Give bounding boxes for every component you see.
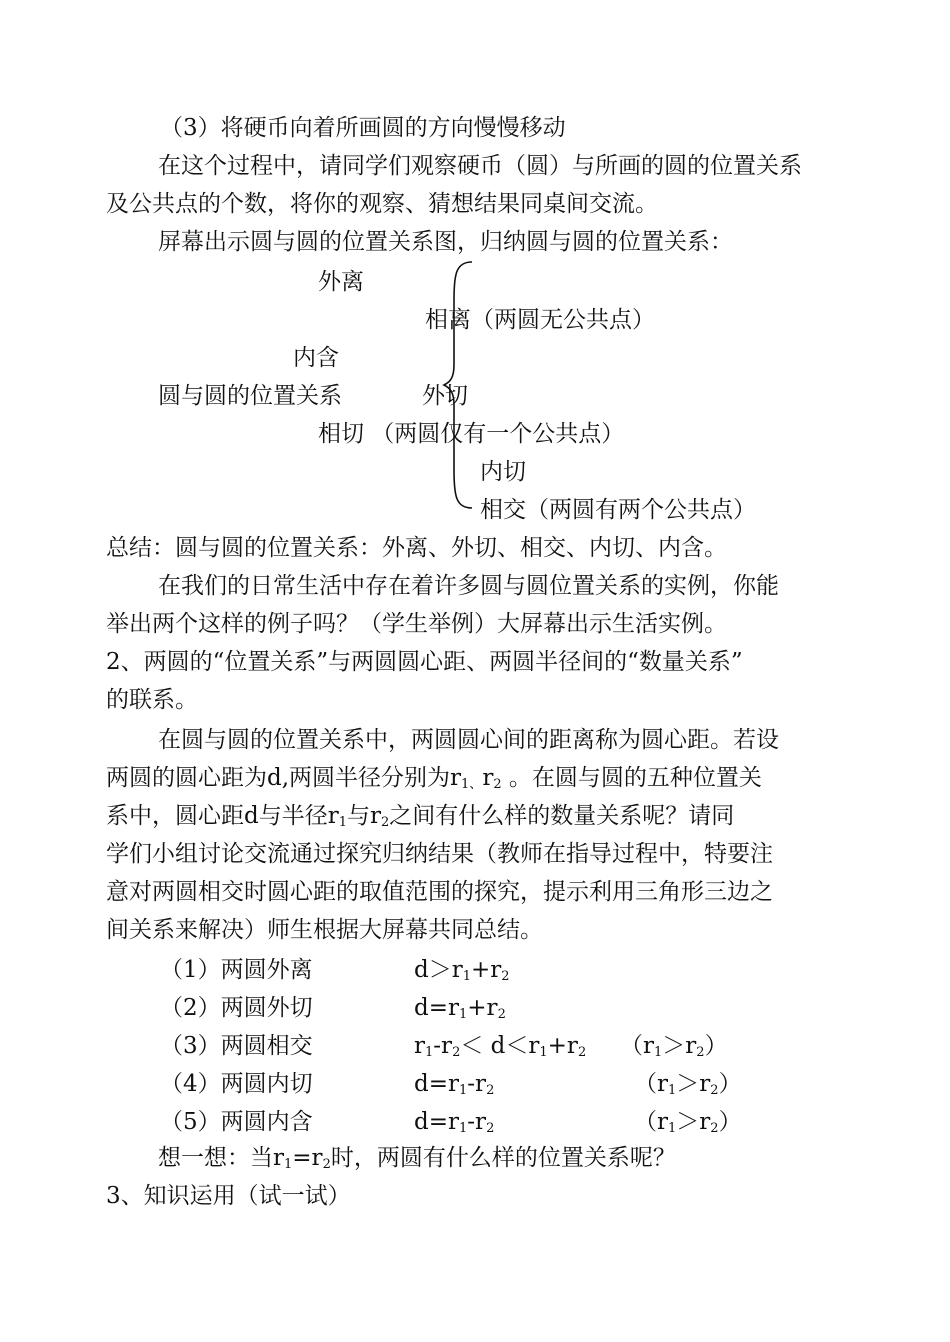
- subscript: 2: [501, 969, 510, 984]
- section-2-heading-line1: 2、两圆的“位置关系”与两圆圆心距、两圆半径间的“数量关系”: [106, 649, 743, 675]
- text: 之间有什么样的数量关系呢？请同: [389, 803, 735, 829]
- subscript: 1: [539, 1045, 548, 1060]
- subscript: 1: [654, 1045, 663, 1060]
- diagram-xiangli: 相离（两圆无公共点）: [425, 307, 655, 333]
- formula-text: d=r: [414, 995, 459, 1021]
- formula-text: ）: [718, 1109, 742, 1135]
- diagram-waili: 外离: [318, 269, 364, 295]
- paragraph-example-line1: 在我们的日常生活中存在着许多圆与圆位置关系的实例，你能: [158, 573, 779, 599]
- formula-text: ）: [718, 1071, 742, 1097]
- subscript: 1: [284, 1157, 293, 1172]
- subscript: 2: [696, 1045, 705, 1060]
- relation-condition: [634, 1069, 742, 1106]
- paragraph-observe-line1: 在这个过程中，请同学们观察硬币（圆）与所画的圆的位置关系: [158, 153, 802, 179]
- subscript: 1: [459, 1121, 468, 1136]
- subscript: 1: [459, 1007, 468, 1022]
- text: 时，两圆有什么样的位置关系呢？: [330, 1145, 676, 1171]
- text: 。在圆与圆的五种位置关: [501, 765, 762, 791]
- relation-label: （5）两圆内含: [160, 1109, 313, 1135]
- subscript: 2: [710, 1083, 719, 1098]
- subscript: 2: [577, 1045, 587, 1060]
- formula-text: ＞r: [676, 1071, 711, 1097]
- paragraph-example-line2: 举出两个这样的例子吗？（学生举例）大屏幕出示生活实例。: [106, 611, 727, 637]
- diagram-brace: [436, 260, 476, 510]
- subscript: 2: [486, 1083, 495, 1098]
- subscript: 2: [493, 777, 502, 792]
- formula-text: +r: [467, 995, 498, 1021]
- formula-text: ＞r: [676, 1109, 711, 1135]
- formula-text: （r: [634, 1071, 668, 1097]
- relation-label: （4）两圆内切: [160, 1071, 313, 1097]
- formula-text: （r: [634, 1109, 668, 1135]
- think-line: [158, 1143, 676, 1180]
- step-3-line: （3）将硬币向着所画圆的方向慢慢移动: [160, 115, 566, 141]
- section-2-heading-line2: 的联系。: [106, 687, 198, 713]
- formula-text: r: [414, 1033, 425, 1059]
- paragraph-distance-line5: 意对两圆相交时圆心距的取值范围的探究，提示利用三角形三边之: [106, 879, 773, 905]
- subscript: 1: [459, 1083, 468, 1098]
- relation-label: （3）两圆相交: [160, 1033, 313, 1059]
- subscript: 2: [497, 1007, 506, 1022]
- relation-condition: [620, 1031, 728, 1068]
- relation-formula: [414, 955, 510, 992]
- subscript: 2: [710, 1121, 719, 1136]
- paragraph-distance-line1: 在圆与圆的位置关系中，两圆圆心间的距离称为圆心距。若设: [158, 727, 779, 753]
- formula-text: -r: [467, 1109, 487, 1135]
- relation-label: （1）两圆外离: [160, 957, 313, 983]
- subscript: 2: [322, 1157, 331, 1172]
- formula-text: +r: [547, 1033, 578, 1059]
- formula-text: （r: [620, 1033, 654, 1059]
- subscript: 1: [668, 1083, 677, 1098]
- paragraph-distance-line2: [106, 763, 762, 800]
- formula-text: +r: [471, 957, 502, 983]
- text: 想一想：当r: [158, 1145, 284, 1171]
- subscript: 1: [425, 1045, 434, 1060]
- relation-formula: [414, 993, 506, 1030]
- text: =r: [292, 1145, 323, 1171]
- subscript: 1、: [461, 777, 483, 792]
- formula-text: ＜ d＜r: [460, 1033, 540, 1059]
- section-3-heading: 3、知识运用（试一试）: [106, 1183, 351, 1209]
- diagram-waiqie: 外切: [422, 383, 468, 409]
- paragraph-distance-line6: 间关系来解决）师生根据大屏幕共同总结。: [106, 917, 543, 943]
- relation-condition: [634, 1107, 742, 1144]
- formula-text: -r: [467, 1071, 487, 1097]
- text: 两圆的圆心距为d,两圆半径分别为r: [106, 765, 462, 791]
- formula-text: ＞r: [662, 1033, 697, 1059]
- text: 系中，圆心距d与半径r: [106, 803, 339, 829]
- paragraph-observe-line2: 及公共点的个数，将你的观察、猜想结果同桌间交流。: [106, 191, 658, 217]
- relation-formula: [414, 1069, 494, 1106]
- subscript: 2: [452, 1045, 461, 1060]
- paragraph-distance-line4: 学们小组讨论交流通过探究归纳结果（教师在指导过程中，特要注: [106, 841, 773, 867]
- relation-label: （2）两圆外切: [160, 995, 313, 1021]
- text: r: [482, 765, 494, 791]
- subscript: 2: [486, 1121, 495, 1136]
- formula-text: ）: [704, 1033, 728, 1059]
- relation-formula: [414, 1107, 494, 1144]
- paragraph-distance-line3: [106, 801, 734, 838]
- formula-text: -r: [433, 1033, 453, 1059]
- diagram-xiangjiao: 相交（两圆有两个公共点）: [480, 497, 756, 523]
- subscript: 1: [462, 969, 471, 984]
- summary-line: 总结：圆与圆的位置关系：外离、外切、相交、内切、内含。: [106, 535, 727, 561]
- diagram-neihan: 内含: [293, 345, 339, 371]
- subscript: 1: [668, 1121, 677, 1136]
- formula-text: d=r: [414, 1109, 459, 1135]
- subscript: 1: [338, 815, 347, 830]
- subscript: 2: [381, 815, 390, 830]
- diagram-xiangqie: 相切 （两圆仅有一个公共点）: [318, 421, 625, 447]
- relation-formula: [414, 1031, 586, 1068]
- diagram-root: 圆与圆的位置关系: [158, 383, 342, 409]
- formula-text: d=r: [414, 1071, 459, 1097]
- text: 与r: [347, 803, 381, 829]
- formula-text: d＞r: [414, 957, 463, 983]
- paragraph-screen-line: 屏幕出示圆与圆的位置关系图，归纳圆与圆的位置关系：: [158, 229, 733, 255]
- diagram-neiqie: 内切: [480, 459, 526, 485]
